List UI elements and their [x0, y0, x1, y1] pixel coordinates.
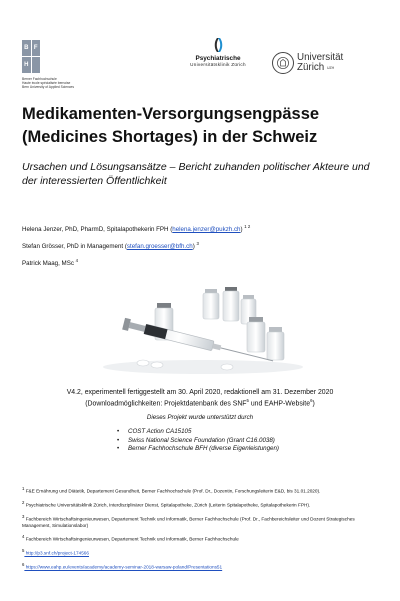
support-item: • COST Action CA15105: [117, 428, 279, 437]
pukzh-logo: [168, 38, 268, 68]
vial-icon: [223, 287, 239, 321]
footnote-link[interactable]: http://p3.snf.ch/project-174566: [24, 550, 90, 556]
author-email-link[interactable]: stefan.groesser@bfh.ch: [126, 243, 193, 251]
footnote-number: 2: [22, 500, 25, 506]
uzh-line2: Zürich: [297, 62, 325, 73]
author-name: Patrick Maag, MSc: [22, 260, 74, 268]
bfh-logo-line: Berner Fachhochschule: [22, 77, 57, 81]
support-item: • Swiss National Science Foundation (Grant C16.0038): [117, 437, 279, 446]
uzh-seal-icon: [272, 52, 294, 74]
footnote-text: Fachbereich Wirtschaftsingenieurwesen, Departement Technik und Informatik, Berner Fachhochschule (Prof. Dr., Fachbereichsleiter und Dozent Strategisches Management, Simulationslabor): [22, 516, 355, 528]
download-text: (Downloadmöglichkeiten: Projektdatenbank des SNF: [85, 400, 247, 408]
author-entry: [22, 240, 392, 250]
author-close: ): [240, 226, 243, 234]
support-note: Dieses Projekt wurde unterstützt durch: [146, 414, 254, 421]
author-entry: [22, 223, 392, 233]
version-info: [22, 389, 378, 409]
vial-icon: [267, 327, 284, 360]
footnote: [22, 534, 384, 542]
author-footnote-ref: 1 2: [244, 224, 251, 229]
author-list: [22, 223, 392, 274]
footnote-text: F&E Ernährung und Diätetik, Departement Gesundheit, Berner Fachhochschule (Prof. Dr., Dozentin, Forschungsleiterin E&D, bis 31.01.2020).: [24, 488, 321, 494]
footnote: [22, 514, 384, 528]
version-line: V4.2, experimentell fertiggestellt am 30. April 2020, redaktionell am 31. Dezember 2020: [66, 389, 334, 396]
footnote: [22, 548, 384, 556]
bfh-letter: F: [32, 40, 41, 56]
bfh-letter: [32, 57, 41, 73]
download-text: ): [312, 400, 315, 408]
uzh-logo-text: [297, 53, 343, 73]
footnote-number: 1: [22, 486, 25, 491]
bfh-logo-line: Haute école spécialisée bernoise: [22, 81, 71, 85]
author-footnote-ref: 4: [75, 258, 79, 264]
footnote-ref: 5: [246, 398, 249, 404]
document-title: [22, 103, 382, 149]
footnote-ref: 6: [310, 398, 313, 404]
vial-icon: [203, 289, 219, 319]
footnote-text: Psychiatrische Universitätsklinik Zürich, Interdisziplinärer Dienst, Spitalapotheke, Zürich (Leiterin Spitalapotheke, Spitalapothekerin FPH).: [24, 502, 311, 508]
vial-icon: [247, 317, 265, 352]
author-name: Helena Jenzer, PhD, PharmD, Spitalapothekerin FPH (: [22, 226, 173, 234]
subtitle-line-1: Ursachen und Lösungsansätze – Bericht zuhanden politischer Akteure und: [22, 161, 370, 173]
bfh-logo-line: Bern University of Applied Sciences: [22, 85, 75, 89]
download-line: [22, 397, 378, 409]
uzh-line1: Universität: [297, 52, 344, 63]
bfh-logo: [22, 40, 74, 89]
footnote: [22, 562, 384, 570]
support-item: • Berner Fachhochschule BFH (diverse Eigenleistungen): [117, 445, 279, 454]
footnote-number: 4: [22, 534, 25, 540]
uzh-logo: [272, 52, 343, 74]
pukzh-logo-subname: Universitätsklinik Zürich: [190, 62, 246, 67]
footnote-link[interactable]: https://www.eahp.eu/events/academy/academy-seminar-2018-warsaw-poland/Presentations51: [24, 564, 223, 570]
author-email-link[interactable]: helena.jenzer@pukzh.ch: [172, 226, 241, 234]
footnote-number: 5: [22, 548, 25, 554]
author-close: ): [192, 243, 195, 251]
title-line-1: Medikamenten-Versorgungsengpässe: [22, 105, 320, 123]
bfh-logo-text: [22, 77, 74, 89]
subtitle-line-2: der interessierten Öffentlichkeit: [22, 174, 167, 187]
pukzh-logo-mark: (): [214, 36, 222, 53]
support-list: [117, 428, 279, 454]
bfh-logo-mark: [22, 40, 40, 73]
footnote-text: Fachbereich Wirtschaftsingenieurwesen, Departement Technik und Informatik, Berner Fachhochschule: [24, 536, 239, 542]
title-line-2: (Medicines Shortages) in der Schweiz: [22, 128, 318, 146]
uzh-tag: UZH: [326, 66, 335, 70]
author-name: Stefan Grösser, PhD in Management (: [22, 243, 127, 251]
footnote-number: 3: [22, 514, 25, 520]
footnote-number: 6: [22, 562, 25, 568]
download-text: und EAHP-Website: [248, 400, 311, 408]
footnote: [22, 486, 384, 494]
pukzh-logo-name: Psychiatrische: [195, 55, 241, 62]
bfh-letter: B: [22, 40, 31, 56]
footnote: [22, 500, 384, 508]
footnotes: [22, 486, 384, 576]
document-subtitle: [22, 161, 384, 188]
cover-image: [93, 283, 307, 377]
author-footnote-ref: 3: [196, 241, 199, 247]
bfh-letter: H: [22, 57, 31, 73]
author-entry: [22, 257, 392, 267]
